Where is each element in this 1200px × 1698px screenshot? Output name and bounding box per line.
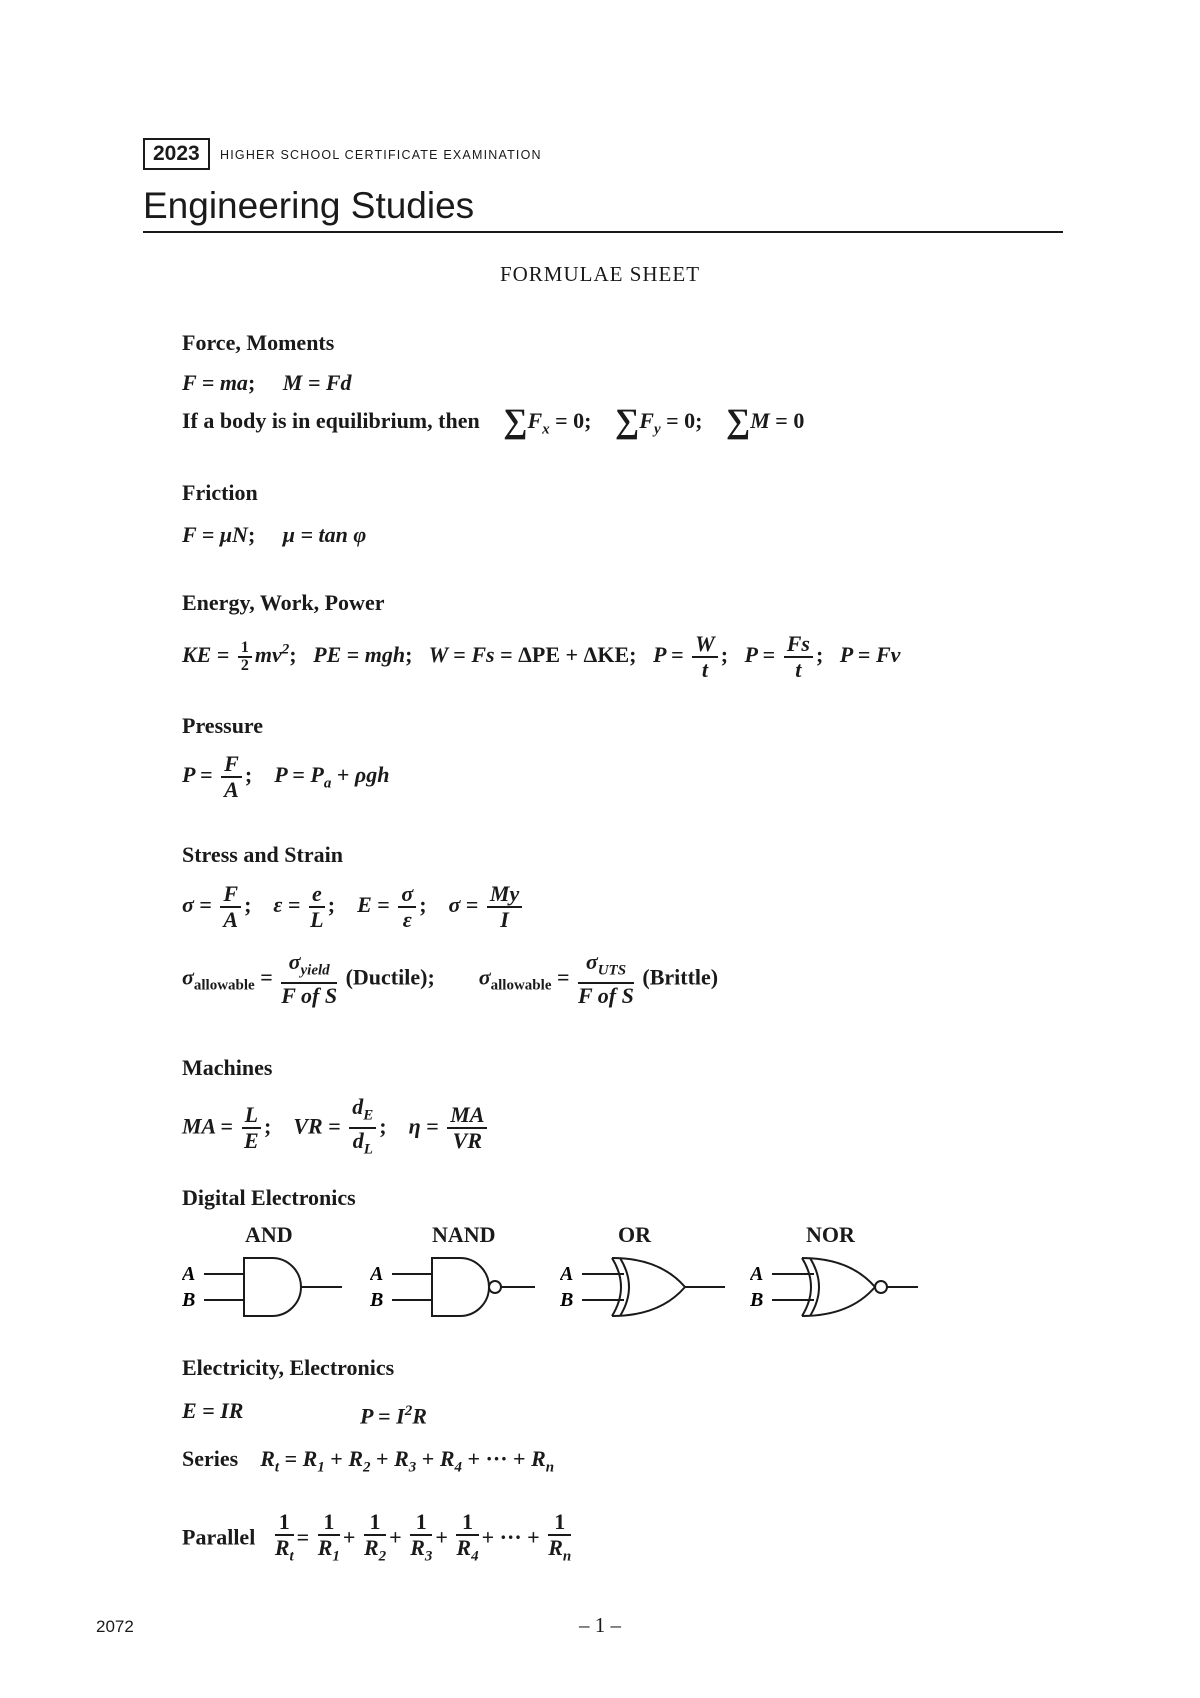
formula-f-ma: F = ma [182, 370, 248, 395]
svg-text:A: A [560, 1263, 574, 1285]
equilibrium-text: If a body is in equilibrium, then [182, 408, 480, 433]
formula-allowable-stress: $\sigma_{allowable}$ = $\frac{\sigma_{yield}}{\text{F of S}}$ (Ductile); $\sigma_{allowable}$ = $\frac{\sigma_{UTS}}{\text{F of S}}$ (Brittle) [182, 949, 719, 1009]
gate-label-and: AND [245, 1222, 293, 1247]
section-heading-electricity: Electricity, Electronics [182, 1355, 395, 1380]
gate-label-nand: NAND [432, 1222, 496, 1247]
section-heading-machines: Machines [182, 1055, 273, 1080]
svg-text:A: A [750, 1263, 764, 1285]
svg-text:A: A [182, 1263, 196, 1285]
series-label: Series [182, 1446, 239, 1471]
formula-stress-row: σ = $\frac{F}{A}$ ; ε = $\frac{e}{L}$ ; E = $\frac{\sigma}{\varepsilon}$ ; σ = $\frac{My}{I}$ [182, 882, 525, 932]
formula-power-i2r: $P = I^2R$ [360, 1403, 427, 1429]
parallel-label: Parallel [182, 1524, 256, 1550]
and-gate-icon [182, 1250, 352, 1330]
paper-code: 2072 [96, 1617, 134, 1636]
formula-parallel: Parallel $\frac{1}{R_t}$ = $\frac{1}{R_1}$ + $\frac{1}{R_2}$ + $\frac{1}{R_3}$ + $\frac{1}{R_4}$ + ··· + $\frac{1}{R_n}$ [182, 1509, 572, 1565]
formula-machines: MA = $\frac{L}{E}$ ; VR = $\frac{d_E}{d_L}$ ; η = $\frac{MA}{VR}$ [182, 1095, 490, 1162]
exam-name: HIGHER SCHOOL CERTIFICATE EXAMINATION [220, 148, 542, 162]
section-heading-force: Force, Moments [182, 330, 335, 355]
svg-text:B: B [370, 1289, 384, 1311]
subject-title: Engineering Studies [143, 185, 475, 226]
or-gate-icon [560, 1250, 730, 1330]
formula-series: Series $R_t = R_1 + R_2 + R_3 + R_4$ + ··· + $R_n$ [182, 1446, 555, 1476]
svg-text:A: A [370, 1263, 384, 1285]
section-heading-pressure: Pressure [182, 713, 264, 738]
gate-label-nor: NOR [806, 1222, 855, 1247]
section-heading-digital: Digital Electronics [182, 1185, 356, 1210]
exam-year-box: 2023 [143, 138, 210, 170]
formula-ohm: E = IR [182, 1398, 244, 1423]
summation-icon: ∑ [725, 403, 751, 440]
nor-gate-icon [750, 1250, 920, 1330]
formula-mu-n: F = μN [182, 522, 248, 547]
nand-gate-icon [370, 1250, 540, 1330]
formula-force-moment: F = ma; M = Fd [182, 370, 352, 395]
summation-icon: ∑ [615, 403, 640, 440]
header-rule [143, 231, 1063, 233]
formula-pressure: P = $\frac{F}{A}$ ; $P = P_a + \rho gh$ [182, 751, 390, 802]
svg-text:B: B [750, 1289, 764, 1311]
gate-label-or: OR [618, 1222, 651, 1247]
section-heading-stress: Stress and Strain [182, 842, 343, 867]
formula-mu-tan: μ = tan φ [282, 522, 367, 547]
sheet-title: FORMULAE SHEET [499, 262, 701, 286]
section-heading-friction: Friction [182, 480, 258, 505]
formula-m-fd: M = Fd [282, 370, 352, 395]
svg-text:B: B [560, 1289, 574, 1311]
formula-equilibrium: If a body is in equilibrium, then $\sum F_x = 0$; $\sum F_y = 0$; ∑M = 0 [182, 403, 805, 440]
svg-text:B: B [182, 1289, 196, 1311]
formula-energy-row: KE = $\frac{1}{2}$ $mv^2$; PE = mgh; W = Fs = ΔPE + ΔKE; P = $\frac{W}{t}$ ; P = $\frac{Fs}{t}$ ; P = Fv [182, 631, 901, 682]
summation-icon: ∑ [503, 403, 528, 440]
formula-friction: F = μN; μ = tan φ [182, 522, 367, 547]
section-heading-energy: Energy, Work, Power [182, 590, 385, 615]
page-number: – 1 – [579, 1613, 621, 1637]
